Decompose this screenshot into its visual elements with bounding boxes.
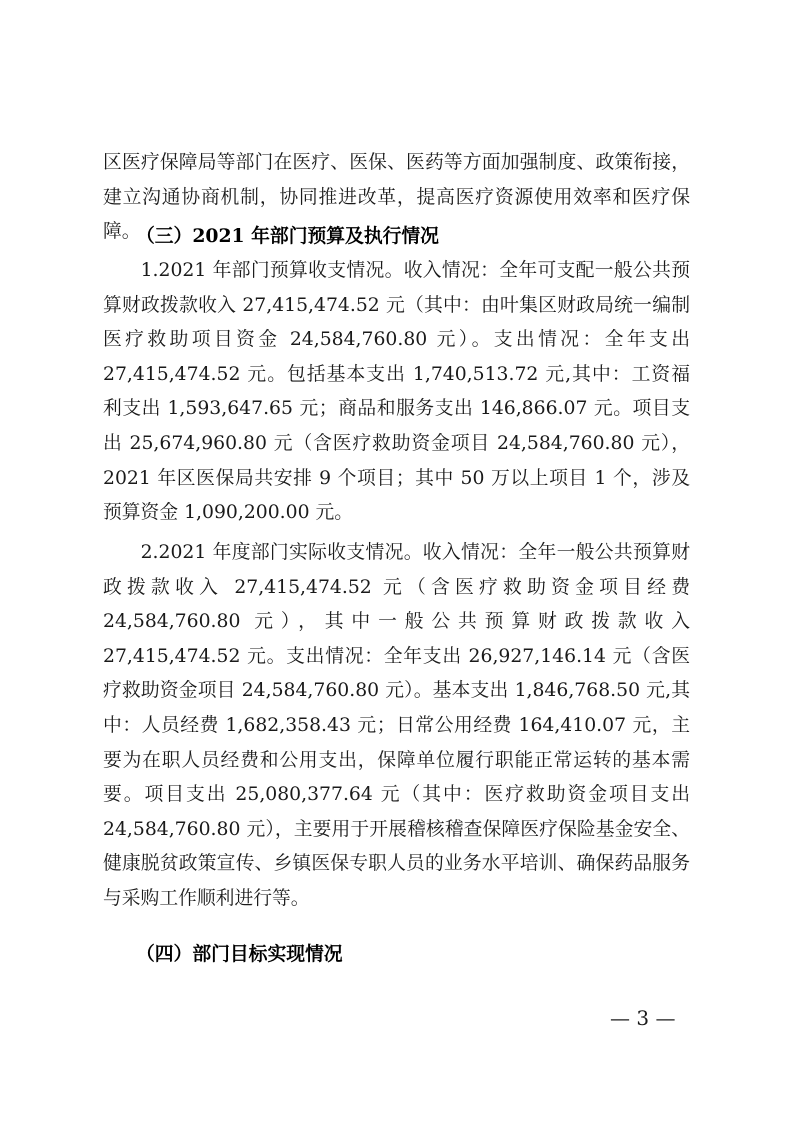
budget-paragraph-block	[103, 254, 690, 531]
section-3-heading: （三）2021 年部门预算及执行情况	[136, 225, 439, 247]
section-4-heading: （四）部门目标实现情况	[136, 943, 343, 965]
continued-paragraph: 区医疗保障局等部门在医疗、医保、医药等方面加强制度、政策衔接，建立沟通协商机制，协同推进改革，提高医疗资源使用效率和医疗保障。	[103, 152, 690, 243]
budget-paragraph: 1.2021 年部门预算收支情况。收入情况：全年可支配一般公共预算财政拨款收入 27,415,474.52 元（其中：由叶集区财政局统一编制医疗救助项目资金 24,584,760.80 元）。支出情况：全年支出 27,415,474.52 元。包括基本支出 1,740,513.72 元,其中：工资福利支出 1,593,647.65 元；商品和服务支出 146,866.07 元。项目支出 25,674,960.80 元（含医疗救助资金项目 24,584,760.80 元），2021 年区医保局共安排 9 个项目；其中 50 万以上项目 1 个，涉及预算资金 1,090,200.00 元。	[103, 260, 690, 524]
actual-paragraph: 2.2021 年度部门实际收支情况。收入情况：全年一般公共预算财政拨款收入 27,415,474.52 元（含医疗救助资金项目经费 24,584,760.80 元），其中一般公共预算财政拨款收入 27,415,474.52 元。支出情况：全年支出 26,927,146.14 元（含医疗救助资金项目 24,584,760.80 元）。基本支出 1,846,768.50 元,其中：人员经费 1,682,358.43 元；日常公用经费 164,410.07 元，主要为在职人员经费和公用支出，保障单位履行职能正常运转的基本需要。项目支出 25,080,377.64 元（其中：医疗救助资金项目支出 24,584,760.80 元），主要用于开展稽核稽查保障医疗保险基金安全、健康脱贫政策宣传、乡镇医保专职人员的业务水平培训、确保药品服务与采购工作顺利进行等。	[103, 542, 690, 909]
page-number: — 3 —	[610, 1006, 676, 1030]
actual-paragraph-block	[103, 536, 690, 917]
